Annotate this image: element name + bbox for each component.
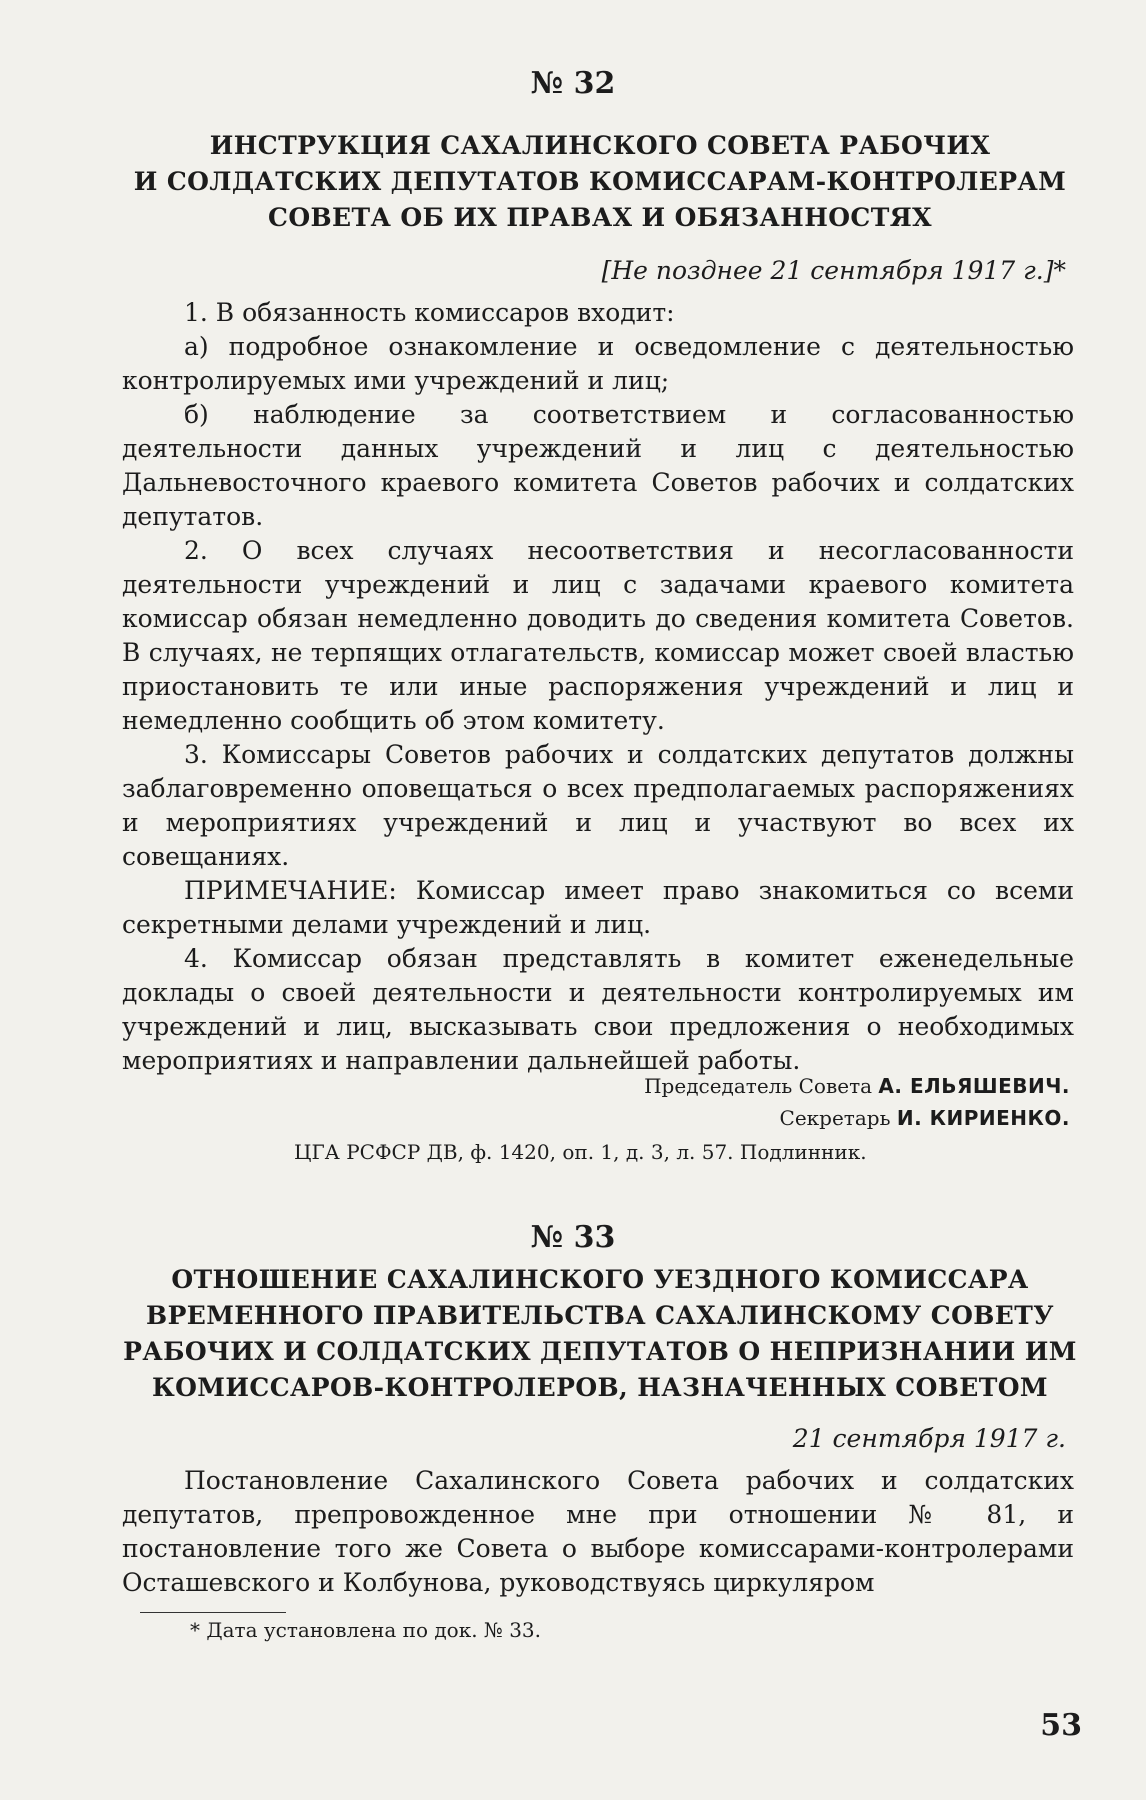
doc32-number: № 32 [530,66,616,101]
doc32-paragraph: 1. В обязанность комиссаров входит: [184,298,675,327]
signature-role: Председатель Совета [644,1074,873,1098]
doc33-title-line: ОТНОШЕНИЕ САХАЛИНСКОГО УЕЗДНОГО КОМИССАРА [171,1265,1029,1294]
doc33-title-line: КОМИССАРОВ-КОНТРОЛЕРОВ, НАЗНАЧЕННЫХ СОВЕТОМ [151,1373,1049,1402]
doc32-paragraph: б) наблюдение за соответствием и согласованностью деятельности данных учреждений и лиц с деятельностью Дальневосточного краевого комитета Советов рабочих и солдатских депутатов. [122,400,1074,531]
doc33-paragraph: Постановление Сахалинского Совета рабочих и солдатских депутатов, препровожденное мне при отношении № 81, и постановление того же Совета о выборе комиссарами-контролерами Осташевского и Колбунова, руководствуясь циркуляром [122,1466,1074,1597]
doc33-number: № 33 [530,1220,616,1255]
doc32-paragraph: 4. Комиссар обязан представлять в комитет еженедельные доклады о своей деятельности и деятельности контролируемых им учреждений и лиц, высказывать свои предложения о необходимых мероприятиях и направлении дальнейшей работы. [122,944,1074,1075]
doc32-date: [Не позднее 21 сентября 1917 г.]* [601,256,1066,285]
doc32-paragraph: а) подробное ознакомление и осведомление с деятельностью контролируемых ими учреждений и лиц; [122,332,1074,395]
signature-name: И. КИРИЕНКО. [896,1106,1070,1130]
signature-name: А. ЕЛЬЯШЕВИЧ. [878,1074,1070,1098]
doc32-title-line: ИНСТРУКЦИЯ САХАЛИНСКОГО СОВЕТА РАБОЧИХ [209,131,991,160]
page-number: 53 [1040,1708,1082,1743]
doc32-note: ПРИМЕЧАНИЕ: Комиссар имеет право знакомиться со всеми секретными делами учреждений и лиц. [122,876,1074,939]
doc32-title [120,128,1080,236]
signature-chairman [644,1074,1070,1098]
doc33-date: 21 сентября 1917 г. [792,1424,1066,1453]
footnote-divider [140,1612,286,1613]
doc32-title-line: И СОЛДАТСКИХ ДЕПУТАТОВ КОМИССАРАМ-КОНТРОЛЕРАМ [133,167,1067,196]
doc32-paragraph: 3. Комиссары Советов рабочих и солдатских депутатов должны заблаговременно оповещаться о всех предполагаемых распоряжениях и мероприятиях учреждений и лиц и участвуют во всех их совещаниях. [122,740,1074,871]
archive-reference: ЦГА РСФСР ДВ, ф. 1420, оп. 1, д. 3, л. 57. Подлинник. [294,1140,867,1164]
doc32-paragraph: 2. О всех случаях несоответствия и несогласованности деятельности учреждений и лиц с задачами краевого комитета комиссар обязан немедленно доводить до сведения комитета Советов. В случаях, не терпящих отлагательств, комиссар может своей властью приостановить те или иные распоряжения учреждений и лиц и немедленно сообщить об этом комитету. [122,536,1074,735]
doc32-title-line: СОВЕТА ОБ ИХ ПРАВАХ И ОБЯЗАННОСТЯХ [268,203,932,232]
signature-role: Секретарь [779,1106,891,1130]
doc33-title-line: ВРЕМЕННОГО ПРАВИТЕЛЬСТВА САХАЛИНСКОМУ СОВЕТУ [146,1301,1054,1330]
doc33-title-line: РАБОЧИХ И СОЛДАТСКИХ ДЕПУТАТОВ О НЕПРИЗНАНИИ ИМ [123,1337,1077,1366]
signature-secretary [780,1106,1070,1130]
doc33-title [120,1262,1080,1406]
footnote: * Дата установлена по док. № 33. [190,1618,542,1642]
